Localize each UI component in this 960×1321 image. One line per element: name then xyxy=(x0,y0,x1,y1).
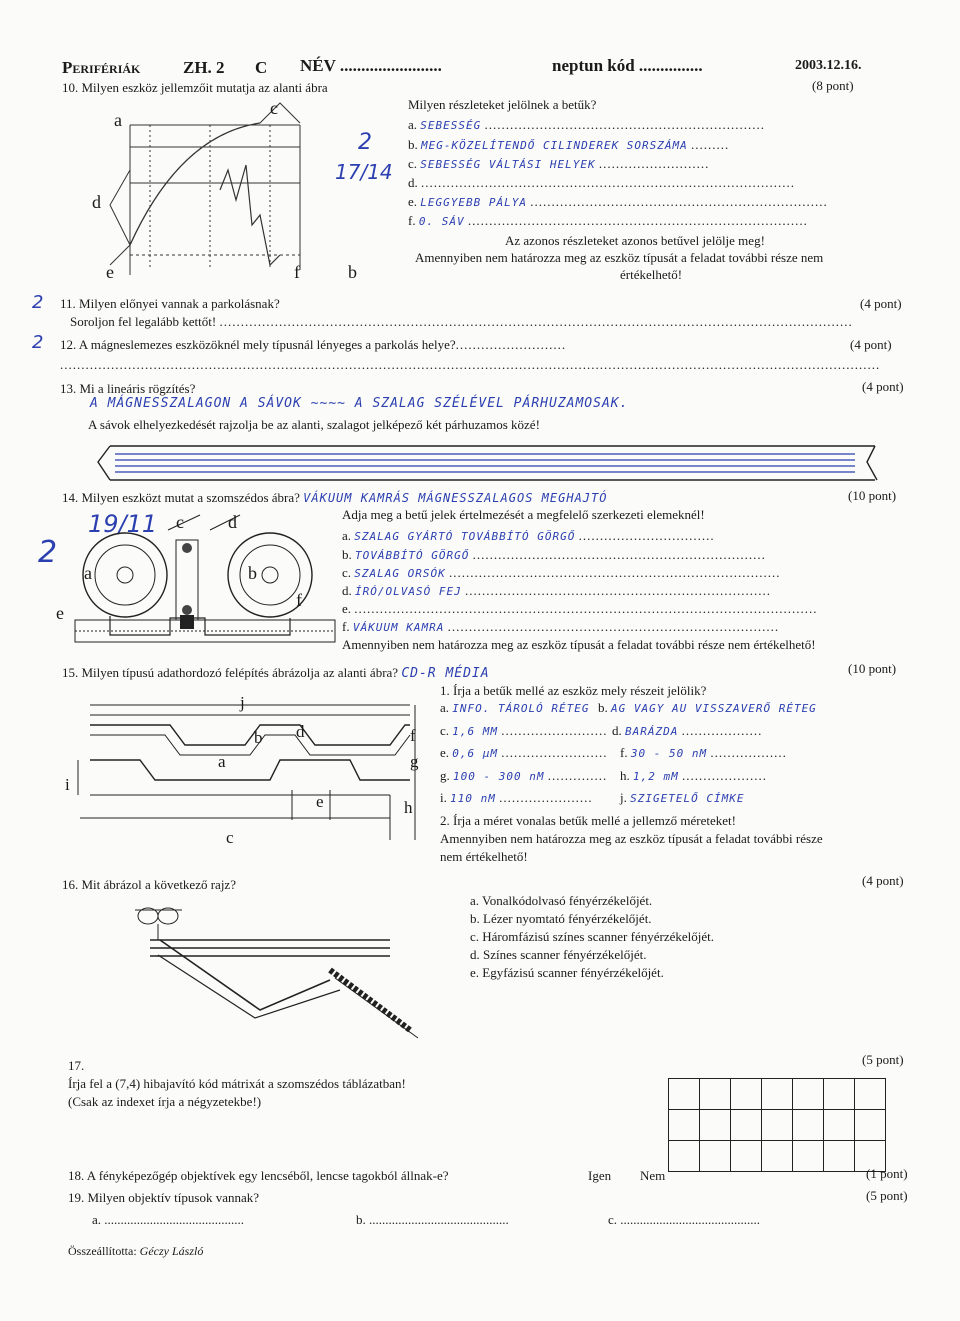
q10-answer-d[interactable]: d. ........................................................................................ xyxy=(408,175,795,190)
q17-line-1: Írja fel a (7,4) hibajavító kód mátrixát a szomszédos táblázatban! xyxy=(68,1076,406,1091)
q10-note-3: értékelhető! xyxy=(620,267,683,282)
q15-label-e: e xyxy=(316,792,324,811)
q15-answer-f[interactable]: f. 30 - 50 nM .................. xyxy=(620,745,787,760)
q15-answer-a[interactable]: a. INFO. TÁROLÓ RÉTEG xyxy=(440,700,590,715)
q19-answer-b[interactable]: b. ........................................... xyxy=(356,1212,509,1227)
q10-score: 17/14 xyxy=(335,160,393,184)
q14-note: Amennyiben nem határozza meg az eszköz típusát a feladat további része nem értékelhető! xyxy=(342,637,816,652)
q10-answer-c[interactable]: c. SEBESSÉG VÁLTÁSI HELYEK .......................... xyxy=(408,156,710,171)
exam-group: C xyxy=(255,58,268,77)
q15-label-g: g xyxy=(410,752,419,771)
q12-answer-line[interactable]: ................................................................................................................................................................................................. xyxy=(60,357,881,372)
q19-answer-c[interactable]: c. ........................................... xyxy=(608,1212,761,1227)
scanner-sensor-drawing xyxy=(100,900,420,1040)
q10-answer-a[interactable]: a. SEBESSÉG .................................................................. xyxy=(408,117,766,132)
q14-label-f: f xyxy=(296,590,302,610)
q15-points: (10 pont) xyxy=(848,661,897,676)
footer-credit: Összeállította: Géczy László xyxy=(68,1244,204,1258)
hamming-matrix-grid[interactable] xyxy=(668,1078,886,1172)
q15-label-f: f xyxy=(410,726,416,745)
q17-number: 17. xyxy=(68,1058,85,1073)
q10-points: (8 pont) xyxy=(812,78,854,93)
name-field[interactable]: NÉV ........................ xyxy=(300,56,442,75)
q14-label-b: b xyxy=(248,563,257,583)
q10-answer-e[interactable]: e. LEGGYEBB PÁLYA ...................................................................... xyxy=(408,194,828,209)
q15-answer-b[interactable]: b. AG VAGY AU VISSZAVERŐ RÉTEG xyxy=(598,700,817,715)
diagram-label-e: e xyxy=(106,262,114,282)
diagram-label-a: a xyxy=(114,110,122,130)
q19-points: (5 pont) xyxy=(866,1188,908,1203)
q16-option-d[interactable]: d. Színes scanner fényérzékelőjét. xyxy=(470,947,647,962)
course-title: Perifériák xyxy=(62,58,141,77)
q13-answer[interactable]: A MÁGNESSZALAGON A SÁVOK ~~~~ A SZALAG SZÉLÉVEL PÁRHUZAMOSAK. xyxy=(90,396,629,411)
q15-answer-d[interactable]: d. BARÁZDA ................... xyxy=(612,723,763,738)
q17-line-2: (Csak az indexet írja a négyzetekbe!) xyxy=(68,1094,262,1109)
q15-label-d: d xyxy=(296,722,305,741)
diagram-label-d: d xyxy=(92,192,101,212)
vacuum-tape-drive-diagram xyxy=(70,510,340,650)
q18-question: 18. A fényképezőgép objektívek egy lencséből, lencse tagokból állnak-e? xyxy=(68,1168,449,1183)
q15-sub1: 1. Írja a betűk mellé az eszköz mely részeit jelölik? xyxy=(440,683,707,698)
q14-answer-f[interactable]: f. VÁKUUM KAMRA .............................................................................. xyxy=(342,619,780,634)
tape-track-drawing[interactable] xyxy=(95,438,885,488)
q15-note-2: nem értékelhető! xyxy=(440,849,528,864)
q14-label-a: a xyxy=(84,563,92,583)
q16-points: (4 pont) xyxy=(862,873,904,888)
q18-points: (1 pont) xyxy=(866,1166,908,1181)
q14-mark: 2 xyxy=(38,535,58,570)
q11-mark: 2 xyxy=(32,292,44,313)
q14-answer-d[interactable]: d. ÍRÓ/OLVASÓ FEJ ........................................................................ xyxy=(342,583,771,598)
q14-answer-c[interactable]: c. SZALAG ORSÓK .............................................................................. xyxy=(342,565,781,580)
q14-answer-e[interactable]: e. ............................................................................................................. xyxy=(342,601,818,616)
q13-question: 13. Mi a lineáris rögzítés? xyxy=(60,381,196,396)
q12-points: (4 pont) xyxy=(850,337,892,352)
q15-note-1: Amennyiben nem határozza meg az eszköz típusát a feladat további része xyxy=(440,831,823,846)
q14-label-d: d xyxy=(228,512,237,532)
q15-answer-c[interactable]: c. 1,6 MM ......................... xyxy=(440,723,608,738)
q10-mark: 2 xyxy=(358,130,372,155)
q18-yes[interactable]: Igen xyxy=(588,1168,612,1183)
cdr-structure-diagram xyxy=(60,700,440,850)
q16-option-b[interactable]: b. Lézer nyomtató fényérzékelőjét. xyxy=(470,911,652,926)
q10-note-1: Az azonos részleteket azonos betűvel jelölje meg! xyxy=(505,233,765,248)
q14-question: 14. Milyen eszközt mutat a szomszédos ábra? VÁKUUM KAMRÁS MÁGNESSZALAGOS MEGHAJTÓ xyxy=(62,490,608,505)
q14-answer-a[interactable]: a. SZALAG GYÁRTÓ TOVÁBBÍTÓ GÖRGŐ ................................ xyxy=(342,528,715,543)
q15-answer-e[interactable]: e. 0,6 µM ......................... xyxy=(440,745,608,760)
q15-label-a: a xyxy=(218,752,226,771)
q10-note-2: Amennyiben nem határozza meg az eszköz típusát a feladat további része nem xyxy=(415,250,824,265)
q15-answer-g[interactable]: g. 100 - 300 nM .............. xyxy=(440,768,608,783)
q10-answer-b[interactable]: b. MEG-KÖZELÍTENDŐ CILINDEREK SORSZÁMA ......... xyxy=(408,137,730,152)
neptun-field[interactable]: neptun kód ............... xyxy=(552,56,703,75)
q14-answer-b[interactable]: b. TOVÁBBÍTÓ GÖRGŐ ..................................................................... xyxy=(342,547,766,562)
q16-option-a[interactable]: a. Vonalkódolvasó fényérzékelőjét. xyxy=(470,893,653,908)
q19-question: 19. Milyen objektív típusok vannak? xyxy=(68,1190,260,1205)
q15-answer-j[interactable]: j. SZIGETELŐ CÍMKE xyxy=(620,790,745,805)
q14-sub: Adja meg a betű jelek értelmezését a megfelelő szerkezeti elemeknél! xyxy=(342,507,705,522)
q16-option-c[interactable]: c. Háromfázisú színes scanner fényérzékelőjét. xyxy=(470,929,714,944)
q14-points: (10 pont) xyxy=(848,488,897,503)
q15-answer-h[interactable]: h. 1,2 mM .................... xyxy=(620,768,767,783)
q13-note: A sávok elhelyezkedését rajzolja be az alanti, szalagot jelképező két párhuzamos közé! xyxy=(88,417,540,432)
diagram-label-b: b xyxy=(348,262,357,282)
q15-label-i: i xyxy=(65,775,70,794)
q15-label-j: j xyxy=(240,693,245,712)
q11-question: 11. Milyen előnyei vannak a parkolásnak? xyxy=(60,296,280,311)
q15-sub2: 2. Írja a méret vonalas betűk mellé a jellemző méreteket! xyxy=(440,813,736,828)
exam-date: 2003.12.16. xyxy=(795,58,862,73)
q10-answer-f[interactable]: f. 0. SÁV ................................................................................ xyxy=(408,213,808,228)
q15-label-b: b xyxy=(254,728,263,747)
q14-label-c: c xyxy=(176,512,184,532)
q14-label-e: e xyxy=(56,603,64,623)
q12-mark: 2 xyxy=(32,332,44,353)
q16-option-e[interactable]: e. Egyfázisú scanner fényérzékelőjét. xyxy=(470,965,664,980)
q11-sub[interactable]: Soroljon fel legalább kettőt! ..................................................................................................................................................... xyxy=(70,314,853,329)
q19-answer-a[interactable]: a. ........................................... xyxy=(92,1212,245,1227)
q16-question: 16. Mit ábrázol a következő rajz? xyxy=(62,877,236,892)
exam-label: ZH. 2 xyxy=(183,58,225,77)
q12-question: 12. A mágneslemezes eszközöknél mely típusnál lényeges a parkolás helye?.......................... xyxy=(60,337,567,352)
q15-question: 15. Milyen típusú adathordozó felépítés ábrázolja az alanti ábra? CD-R MÉDIA xyxy=(62,665,490,681)
q15-answer-i[interactable]: i. 110 nM ...................... xyxy=(440,790,593,805)
q10-question: 10. Milyen eszköz jellemzőit mutatja az alanti ábra xyxy=(62,80,328,95)
diagram-label-f: f xyxy=(294,262,300,282)
q14-score: 19/11 xyxy=(88,510,158,538)
q15-label-h: h xyxy=(404,798,413,817)
q11-points: (4 pont) xyxy=(860,296,902,311)
q18-no[interactable]: Nem xyxy=(640,1168,666,1183)
q15-label-c: c xyxy=(226,828,234,847)
diagram-label-c: c xyxy=(270,98,278,118)
q10-subquestion: Milyen részleteket jelölnek a betűk? xyxy=(408,97,597,112)
q13-points: (4 pont) xyxy=(862,379,904,394)
q17-points: (5 pont) xyxy=(862,1052,904,1067)
